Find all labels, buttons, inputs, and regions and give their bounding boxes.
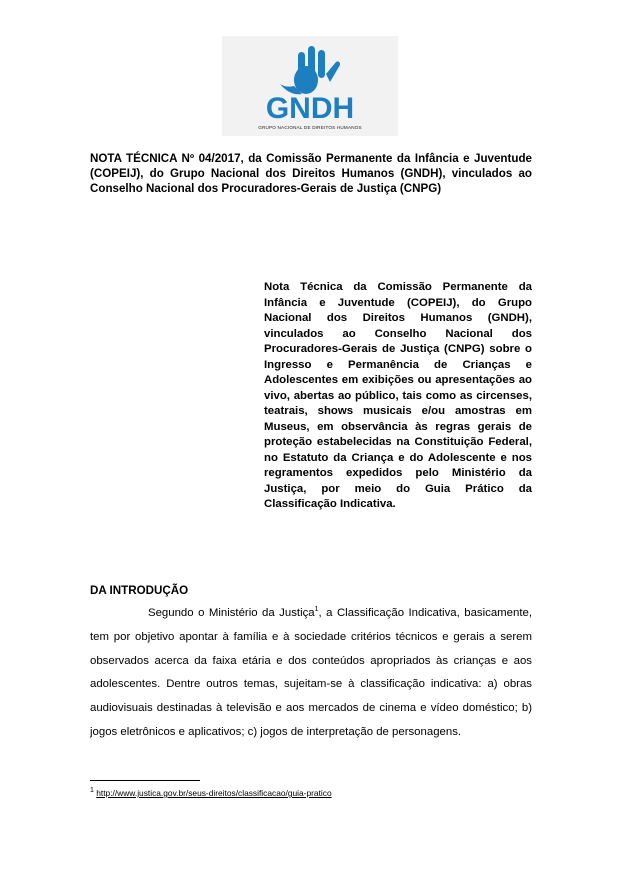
body-paragraph <box>90 602 532 745</box>
logo-subtitle: GRUPO NACIONAL DE DIREITOS HUMANOS <box>258 125 362 130</box>
document-summary: Nota Técnica da Comissão Permanente da Infância e Juventude (COPEIJ), do Grupo Nacional dos Direitos Humanos (GNDH), vinculados ao Conselho Nacional dos Procuradores-Gerais de Justiça (CNPG) sobre o Ingresso e Permanência de Crianças e Adolescentes em exibições ou apresentações ao vivo, abertas ao público, tais como as circenses, teatrais, shows musicais e/ou amostras em Museus, em observância às regras gerais de proteção estabelecidas na Constituição Federal, no Estatuto da Criança e do Adolescente e nos regramentos expedidos pelo Ministério da Justiça, por meio do Guia Prático da Classificação Indicativa. <box>264 281 532 510</box>
footnote <box>90 788 332 798</box>
footnote-reference[interactable]: 1 <box>314 606 319 614</box>
logo-wordmark: GNDH <box>265 92 355 124</box>
footnote-divider <box>90 780 200 781</box>
section-heading: DA INTRODUÇÃO <box>90 584 189 597</box>
gndh-logo <box>222 36 398 136</box>
paragraph-rest: , a Classificação Indicativa, basicamente, tem por objetivo apontar à família e à sociedade critérios técnicos e gerais a serem observados acerca da faixa etária e dos conteúdos apropriados às crianças e aos adolescentes. Dentre outros temas, sujeitam-se à classificação indicativa: a) obras audiovisuais destinadas à televisão e aos mercados de cinema e vídeo doméstico; b) jogos eletrônicos e aplicativos; c) jogos de interpretação de personagens. <box>90 607 532 738</box>
footnote-link[interactable]: http://www.justica.gov.br/seus-direitos/classificacao/guia-pratico <box>96 788 332 798</box>
footnote-marker: 1 <box>90 787 94 795</box>
paragraph-start: Segundo o Ministério da Justiça <box>148 607 315 619</box>
document-title: NOTA TÉCNICA Nº 04/2017, da Comissão Permanente da Infância e Juventude (COPEIJ), do Grupo Nacional dos Direitos Humanos (GNDH), vinculados ao Conselho Nacional dos Procuradores-Gerais de Justiça (CNPG) <box>90 152 532 195</box>
hand-dove-icon <box>222 36 398 124</box>
